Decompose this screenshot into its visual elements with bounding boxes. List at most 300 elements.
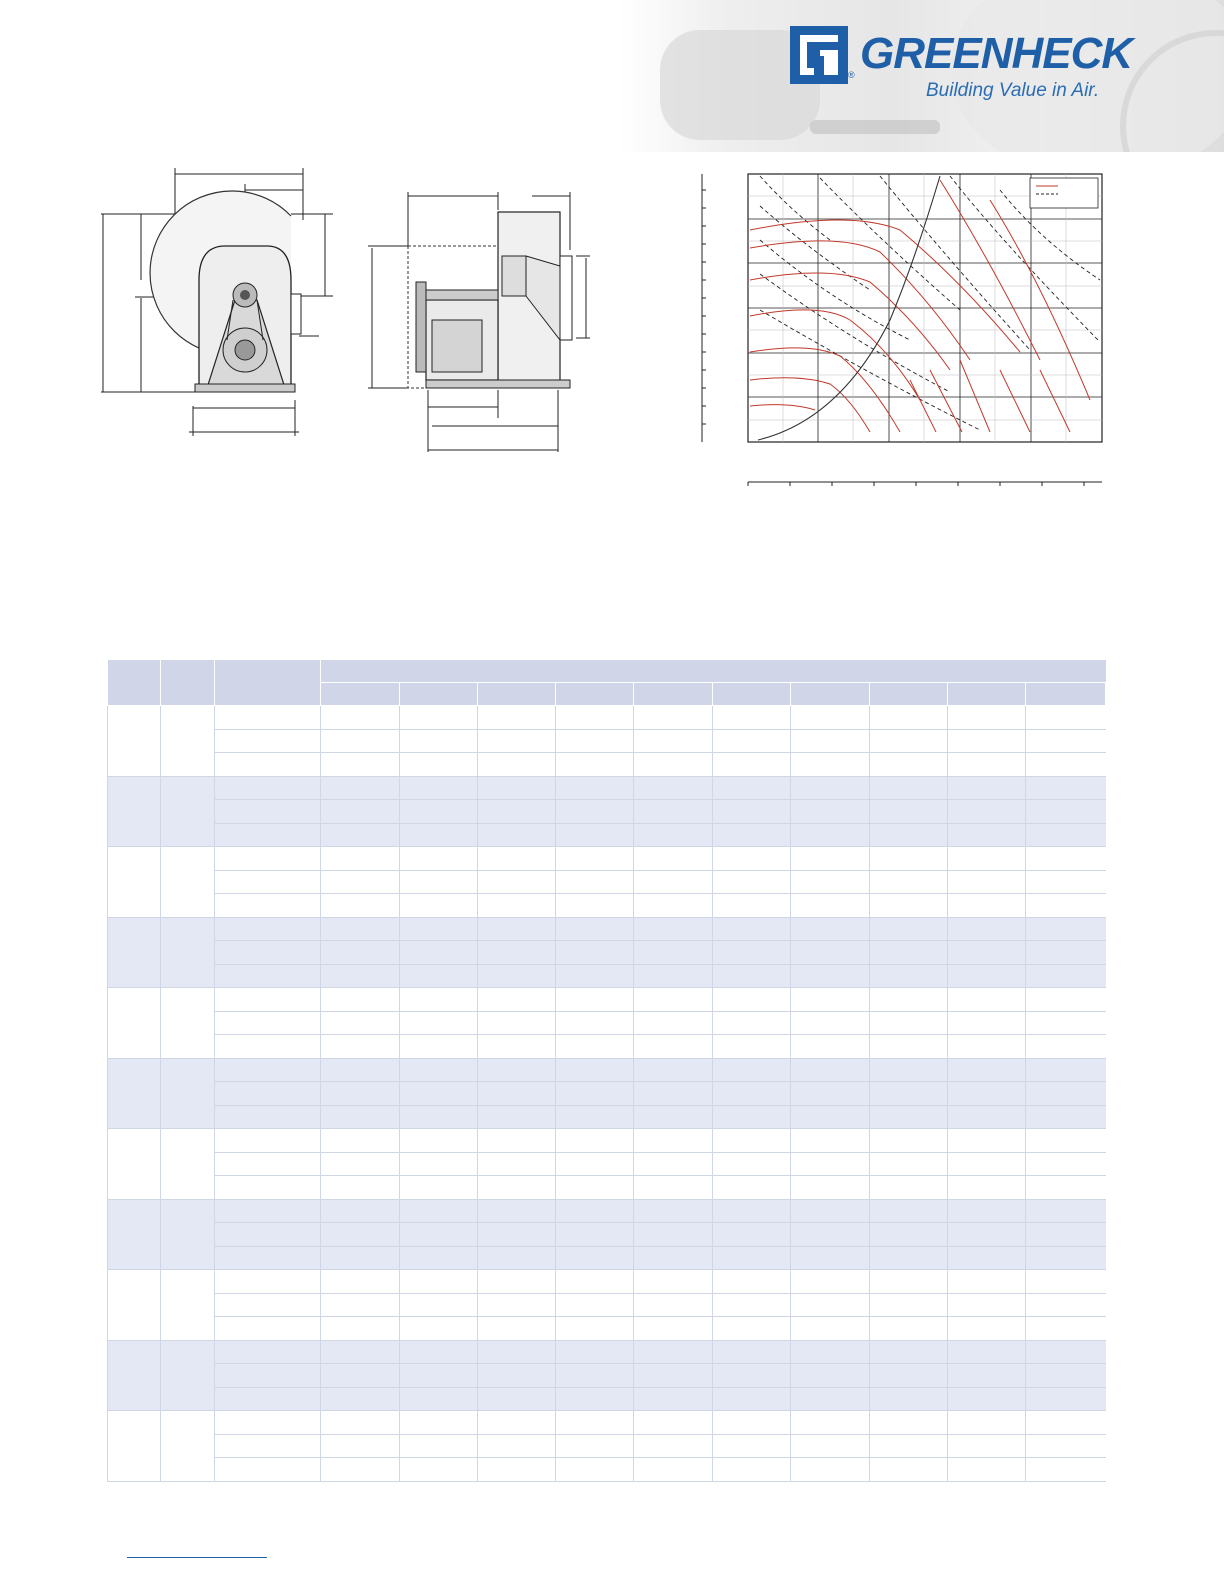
value-cell	[948, 988, 1026, 1012]
group-cell	[108, 776, 161, 847]
value-cell	[400, 870, 478, 894]
value-cell	[556, 1011, 634, 1035]
row-label-cell	[215, 1317, 321, 1341]
value-cell	[321, 776, 400, 800]
value-cell	[948, 753, 1026, 777]
value-cell	[321, 894, 400, 918]
value-cell	[713, 1011, 791, 1035]
value-cell	[478, 847, 556, 871]
value-cell	[1026, 941, 1106, 965]
value-cell	[478, 988, 556, 1012]
row-label-cell	[215, 870, 321, 894]
value-cell	[321, 1035, 400, 1059]
row-label-cell	[215, 894, 321, 918]
value-cell	[556, 776, 634, 800]
value-cell	[321, 870, 400, 894]
row-label-cell	[215, 1246, 321, 1270]
value-cell	[321, 1246, 400, 1270]
value-cell	[400, 917, 478, 941]
group-cell	[108, 1058, 161, 1129]
table-row	[108, 1364, 1106, 1388]
value-cell	[1026, 870, 1106, 894]
row-label-cell	[215, 1293, 321, 1317]
row-label-cell	[215, 1364, 321, 1388]
value-cell	[400, 1317, 478, 1341]
value-cell	[556, 847, 634, 871]
performance-curve-chart	[700, 170, 1110, 490]
row-label-cell	[215, 1105, 321, 1129]
fan-side-view-drawing	[360, 190, 590, 465]
value-cell	[321, 964, 400, 988]
value-cell	[791, 870, 870, 894]
value-cell	[870, 1434, 948, 1458]
value-cell	[1026, 729, 1106, 753]
value-cell	[634, 870, 713, 894]
value-cell	[556, 1387, 634, 1411]
value-cell	[556, 1152, 634, 1176]
row-label-cell	[215, 1011, 321, 1035]
row-label-cell	[215, 1082, 321, 1106]
table-row	[108, 823, 1106, 847]
table-row	[108, 1317, 1106, 1341]
value-cell	[400, 1411, 478, 1435]
value-cell	[634, 776, 713, 800]
value-cell	[791, 1364, 870, 1388]
value-cell	[321, 1152, 400, 1176]
table-body	[108, 706, 1106, 1482]
value-cell	[791, 1458, 870, 1482]
value-cell	[870, 1223, 948, 1247]
value-cell	[713, 1387, 791, 1411]
value-cell	[321, 1340, 400, 1364]
value-cell	[634, 1364, 713, 1388]
header-group-cell	[321, 660, 1106, 683]
table-row	[108, 1082, 1106, 1106]
value-cell	[713, 753, 791, 777]
value-cell	[321, 1129, 400, 1153]
value-cell	[870, 1105, 948, 1129]
value-cell	[478, 1199, 556, 1223]
header-cell	[215, 660, 321, 706]
value-cell	[948, 1058, 1026, 1082]
value-cell	[713, 988, 791, 1012]
value-cell	[634, 1129, 713, 1153]
row-label-cell	[215, 1199, 321, 1223]
value-cell	[400, 706, 478, 730]
value-cell	[948, 1011, 1026, 1035]
group-cell	[108, 1199, 161, 1270]
value-cell	[556, 753, 634, 777]
value-cell	[713, 1129, 791, 1153]
value-cell	[556, 1293, 634, 1317]
value-cell	[870, 729, 948, 753]
row-label-cell	[215, 1387, 321, 1411]
value-cell	[321, 753, 400, 777]
value-cell	[948, 1387, 1026, 1411]
value-cell	[870, 941, 948, 965]
table-row	[108, 1458, 1106, 1482]
row-label-cell	[215, 941, 321, 965]
value-cell	[321, 988, 400, 1012]
value-cell	[321, 1199, 400, 1223]
value-cell	[713, 870, 791, 894]
value-cell	[634, 941, 713, 965]
value-cell	[400, 1199, 478, 1223]
table-row	[108, 894, 1106, 918]
value-cell	[321, 1082, 400, 1106]
value-cell	[1026, 1340, 1106, 1364]
group-cell	[161, 1270, 215, 1341]
header-subcell	[321, 683, 400, 706]
value-cell	[634, 1246, 713, 1270]
value-cell	[1026, 1129, 1106, 1153]
value-cell	[713, 1058, 791, 1082]
value-cell	[791, 1270, 870, 1294]
row-label-cell	[215, 917, 321, 941]
value-cell	[791, 729, 870, 753]
value-cell	[948, 941, 1026, 965]
value-cell	[1026, 917, 1106, 941]
value-cell	[948, 1364, 1026, 1388]
value-cell	[870, 1082, 948, 1106]
value-cell	[870, 1411, 948, 1435]
value-cell	[791, 1035, 870, 1059]
value-cell	[1026, 988, 1106, 1012]
value-cell	[321, 847, 400, 871]
value-cell	[870, 894, 948, 918]
value-cell	[1026, 1364, 1106, 1388]
group-cell	[161, 1129, 215, 1200]
table-row	[108, 1129, 1106, 1153]
table-row	[108, 1411, 1106, 1435]
specification-table	[107, 660, 1106, 1482]
photo-shape	[810, 120, 940, 134]
value-cell	[1026, 1058, 1106, 1082]
value-cell	[556, 964, 634, 988]
header-subcell	[948, 683, 1026, 706]
value-cell	[1026, 753, 1106, 777]
group-cell	[161, 988, 215, 1059]
value-cell	[948, 1199, 1026, 1223]
value-cell	[948, 729, 1026, 753]
value-cell	[321, 706, 400, 730]
value-cell	[556, 917, 634, 941]
value-cell	[321, 1223, 400, 1247]
value-cell	[870, 917, 948, 941]
row-label-cell	[215, 964, 321, 988]
value-cell	[713, 776, 791, 800]
value-cell	[870, 1035, 948, 1059]
row-label-cell	[215, 988, 321, 1012]
value-cell	[321, 1011, 400, 1035]
value-cell	[948, 1082, 1026, 1106]
value-cell	[1026, 1246, 1106, 1270]
value-cell	[1026, 847, 1106, 871]
value-cell	[791, 776, 870, 800]
value-cell	[791, 706, 870, 730]
value-cell	[948, 1434, 1026, 1458]
group-cell	[161, 1058, 215, 1129]
fan-front-view-drawing	[95, 160, 345, 450]
group-cell	[161, 1340, 215, 1411]
value-cell	[713, 964, 791, 988]
value-cell	[870, 776, 948, 800]
row-label-cell	[215, 1411, 321, 1435]
value-cell	[870, 1152, 948, 1176]
header-subcell	[870, 683, 948, 706]
value-cell	[321, 941, 400, 965]
value-cell	[400, 753, 478, 777]
value-cell	[634, 753, 713, 777]
group-cell	[108, 917, 161, 988]
value-cell	[791, 1223, 870, 1247]
value-cell	[948, 1340, 1026, 1364]
value-cell	[1026, 1293, 1106, 1317]
table-row	[108, 1058, 1106, 1082]
row-label-cell	[215, 729, 321, 753]
value-cell	[321, 1364, 400, 1388]
row-label-cell	[215, 1434, 321, 1458]
value-cell	[321, 800, 400, 824]
group-cell	[108, 1411, 161, 1482]
value-cell	[400, 1011, 478, 1035]
value-cell	[478, 1152, 556, 1176]
row-label-cell	[215, 1340, 321, 1364]
value-cell	[556, 988, 634, 1012]
value-cell	[478, 1364, 556, 1388]
value-cell	[791, 753, 870, 777]
value-cell	[634, 1176, 713, 1200]
value-cell	[713, 800, 791, 824]
row-label-cell	[215, 1058, 321, 1082]
value-cell	[556, 1270, 634, 1294]
value-cell	[321, 1270, 400, 1294]
header-cell	[108, 660, 161, 706]
value-cell	[556, 941, 634, 965]
value-cell	[948, 964, 1026, 988]
value-cell	[478, 1011, 556, 1035]
header-subcell	[478, 683, 556, 706]
value-cell	[791, 894, 870, 918]
value-cell	[556, 800, 634, 824]
value-cell	[713, 917, 791, 941]
value-cell	[478, 776, 556, 800]
header-subcell	[713, 683, 791, 706]
value-cell	[400, 1082, 478, 1106]
value-cell	[713, 1035, 791, 1059]
value-cell	[713, 1411, 791, 1435]
greenheck-logo	[790, 26, 1133, 106]
group-cell	[108, 988, 161, 1059]
value-cell	[713, 1246, 791, 1270]
value-cell	[1026, 1082, 1106, 1106]
header-cell	[161, 660, 215, 706]
value-cell	[713, 1340, 791, 1364]
value-cell	[478, 1293, 556, 1317]
table-row	[108, 706, 1106, 730]
table-row	[108, 1152, 1106, 1176]
value-cell	[634, 1223, 713, 1247]
value-cell	[556, 894, 634, 918]
table-row	[108, 847, 1106, 871]
value-cell	[870, 1293, 948, 1317]
table-row	[108, 729, 1106, 753]
value-cell	[634, 1035, 713, 1059]
value-cell	[634, 894, 713, 918]
chart-legend	[1030, 178, 1098, 208]
value-cell	[400, 1387, 478, 1411]
value-cell	[791, 941, 870, 965]
value-cell	[400, 823, 478, 847]
value-cell	[556, 1035, 634, 1059]
table-row	[108, 1223, 1106, 1247]
row-label-cell	[215, 847, 321, 871]
value-cell	[478, 1387, 556, 1411]
value-cell	[478, 1340, 556, 1364]
value-cell	[400, 1340, 478, 1364]
table-row	[108, 1293, 1106, 1317]
value-cell	[791, 917, 870, 941]
row-label-cell	[215, 800, 321, 824]
value-cell	[634, 706, 713, 730]
value-cell	[400, 1129, 478, 1153]
value-cell	[870, 964, 948, 988]
group-cell	[108, 706, 161, 777]
value-cell	[791, 1105, 870, 1129]
value-cell	[870, 847, 948, 871]
value-cell	[634, 1434, 713, 1458]
row-label-cell	[215, 1176, 321, 1200]
table-row	[108, 776, 1106, 800]
group-cell	[161, 776, 215, 847]
value-cell	[400, 847, 478, 871]
row-label-cell	[215, 1223, 321, 1247]
value-cell	[1026, 1011, 1106, 1035]
table-row	[108, 1434, 1106, 1458]
table-row	[108, 964, 1106, 988]
brand-tagline: Building Value in Air.	[926, 80, 1100, 101]
value-cell	[556, 1317, 634, 1341]
group-cell	[161, 1199, 215, 1270]
table-row	[108, 1105, 1106, 1129]
value-cell	[870, 988, 948, 1012]
value-cell	[870, 753, 948, 777]
table-row	[108, 941, 1106, 965]
value-cell	[713, 1458, 791, 1482]
value-cell	[478, 800, 556, 824]
row-label-cell	[215, 1270, 321, 1294]
value-cell	[478, 1246, 556, 1270]
table-row	[108, 1035, 1106, 1059]
value-cell	[1026, 1105, 1106, 1129]
value-cell	[321, 1176, 400, 1200]
row-label-cell	[215, 1035, 321, 1059]
value-cell	[478, 1270, 556, 1294]
value-cell	[870, 1246, 948, 1270]
value-cell	[791, 1152, 870, 1176]
value-cell	[870, 1011, 948, 1035]
y-axis-ruler	[702, 174, 706, 442]
value-cell	[791, 823, 870, 847]
value-cell	[713, 1082, 791, 1106]
value-cell	[400, 1152, 478, 1176]
value-cell	[713, 1317, 791, 1341]
value-cell	[634, 1293, 713, 1317]
value-cell	[713, 894, 791, 918]
value-cell	[321, 1458, 400, 1482]
value-cell	[556, 1129, 634, 1153]
value-cell	[400, 1270, 478, 1294]
value-cell	[478, 917, 556, 941]
row-label-cell	[215, 823, 321, 847]
value-cell	[400, 1434, 478, 1458]
brand-name: GREENHECK	[860, 29, 1133, 78]
value-cell	[791, 1246, 870, 1270]
value-cell	[556, 1176, 634, 1200]
value-cell	[634, 1340, 713, 1364]
header-subcell	[634, 683, 713, 706]
value-cell	[321, 1058, 400, 1082]
value-cell	[634, 1199, 713, 1223]
value-cell	[634, 964, 713, 988]
row-label-cell	[215, 753, 321, 777]
group-cell	[161, 1411, 215, 1482]
value-cell	[713, 1176, 791, 1200]
value-cell	[556, 1411, 634, 1435]
value-cell	[713, 729, 791, 753]
value-cell	[556, 1458, 634, 1482]
value-cell	[478, 941, 556, 965]
value-cell	[478, 1129, 556, 1153]
value-cell	[1026, 1223, 1106, 1247]
value-cell	[321, 917, 400, 941]
value-cell	[1026, 1199, 1106, 1223]
header-subcell	[791, 683, 870, 706]
value-cell	[948, 1035, 1026, 1059]
value-cell	[1026, 1152, 1106, 1176]
value-cell	[400, 1364, 478, 1388]
value-cell	[1026, 776, 1106, 800]
value-cell	[478, 1317, 556, 1341]
group-cell	[161, 847, 215, 918]
value-cell	[791, 1058, 870, 1082]
greenheck-logo-icon	[790, 26, 848, 84]
row-label-cell	[215, 706, 321, 730]
value-cell	[634, 1317, 713, 1341]
table-row	[108, 1176, 1106, 1200]
footer-rule	[127, 1557, 267, 1558]
table-row	[108, 1011, 1106, 1035]
value-cell	[1026, 706, 1106, 730]
value-cell	[634, 1387, 713, 1411]
value-cell	[321, 823, 400, 847]
value-cell	[948, 1411, 1026, 1435]
registered-mark: ®	[848, 70, 855, 80]
value-cell	[556, 1364, 634, 1388]
value-cell	[634, 1152, 713, 1176]
group-cell	[108, 1129, 161, 1200]
row-label-cell	[215, 1152, 321, 1176]
value-cell	[870, 1458, 948, 1482]
value-cell	[478, 1176, 556, 1200]
value-cell	[321, 1105, 400, 1129]
value-cell	[478, 1223, 556, 1247]
value-cell	[321, 1387, 400, 1411]
value-cell	[791, 1011, 870, 1035]
value-cell	[791, 1340, 870, 1364]
value-cell	[556, 1199, 634, 1223]
value-cell	[400, 894, 478, 918]
